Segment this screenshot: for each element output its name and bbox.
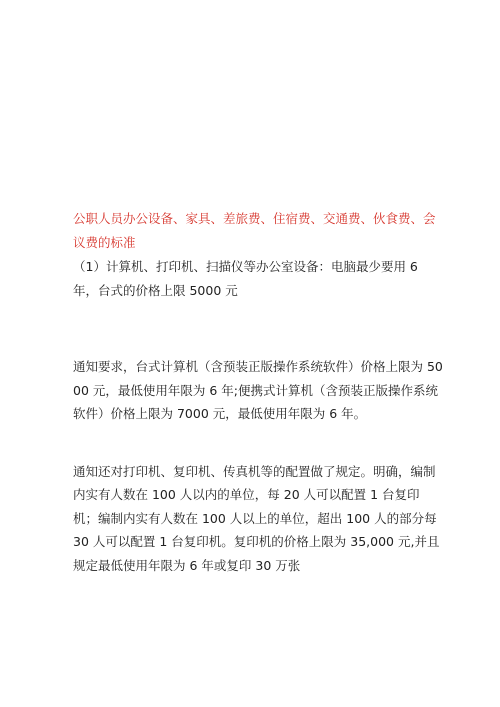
paragraph-printer-copier-rules: 通知还对打印机、复印机、传真机等的配置做了规定。明确，编制内实有人数在 100 人以内的单位，每 20 人可以配置 1 台复印机；编制内实有人数在 100 人以上的单位，超出 100 人的部分每 30 人可以配置 1 台复印机。复印机的价格上限为 35,000 元,并且规定最低使用年限为 6 年或复印 30 万张 (73, 463, 440, 573)
document-content (73, 207, 443, 577)
paragraph-office-equipment: （1）计算机、打印机、扫描仪等办公室设备：电脑最少要用 6 年，台式的价格上限 5000 元 (73, 259, 418, 298)
document-title: 公职人员办公设备、家具、差旅费、住宿费、交通费、伙食费、会议费的标准 (73, 211, 436, 250)
paragraph-computer-requirements: 通知要求，台式计算机（含预装正版操作系统软件）价格上限为 5000 元，最低使用年限为 6 年;便携式计算机（含预装正版操作系统软件）价格上限为 7000 元，最低使用年限为 6 年。 (73, 359, 443, 421)
